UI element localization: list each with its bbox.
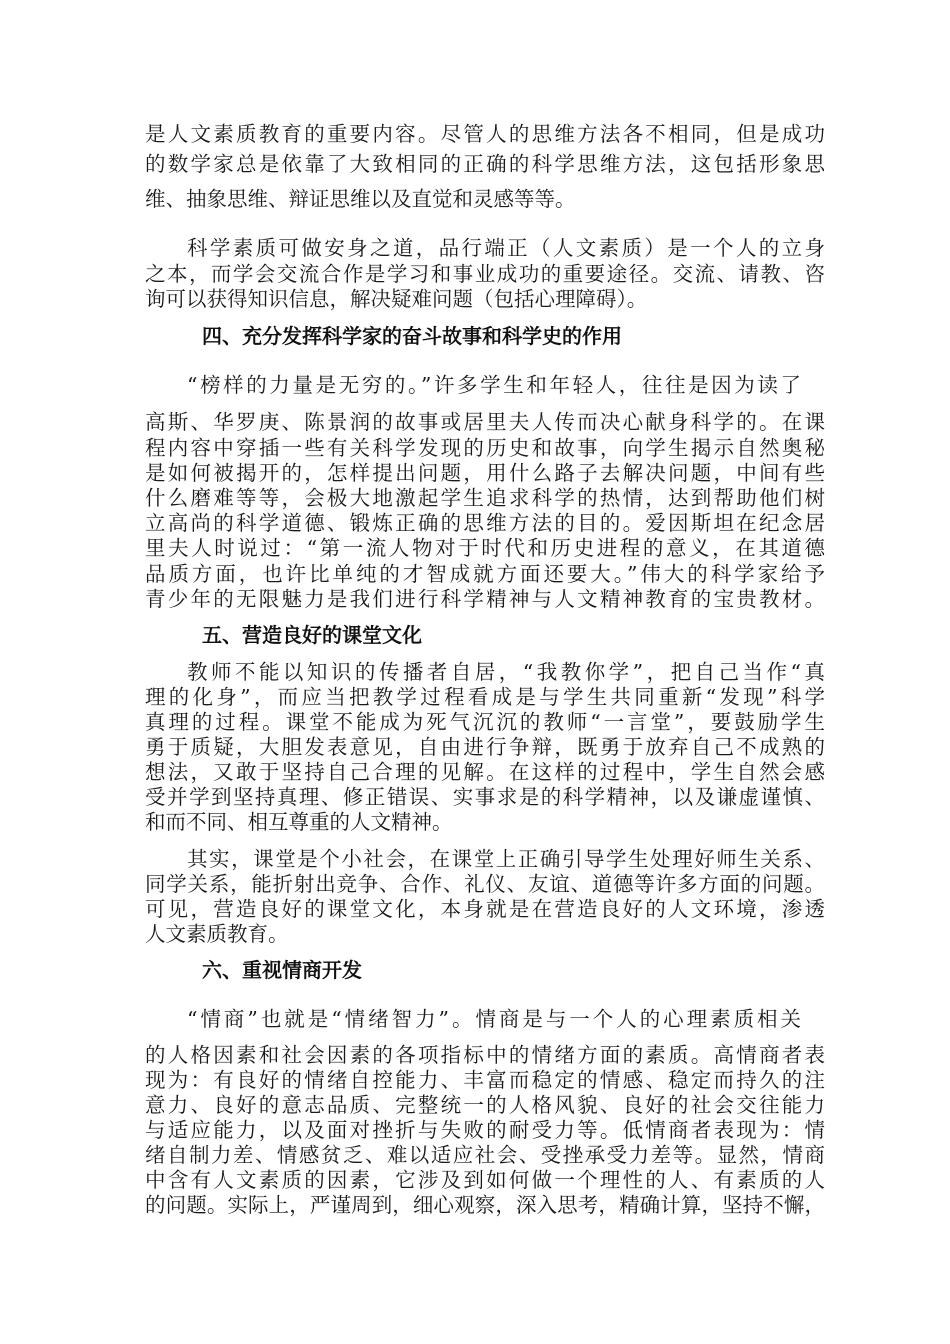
paragraph-line: 高斯、华罗庚、陈景润的故事或居里夫人传而决心献身科学的。在课 xyxy=(145,410,825,434)
paragraph-line: 的人格因素和社会因素的各项指标中的情绪方面的素质。高情商者表 xyxy=(145,1043,825,1067)
paragraph-line: 的问题。实际上，严谨周到，细心观察，深入思考，精确计算，坚持不懈， xyxy=(145,1193,825,1217)
section-heading: 五、营造良好的课堂文化 xyxy=(202,623,422,647)
paragraph-line: 里夫人时说过：“第一流人物对于时代和历史进程的意义，在其道德 xyxy=(145,536,825,560)
paragraph-line: 和而不同、相互尊重的人文精神。 xyxy=(145,810,453,834)
paragraph-line: 意力、良好的意志品质、完整统一的人格风貌、良好的社会交往能力 xyxy=(145,1093,825,1117)
paragraph-line: 勇于质疑，大胆发表意见，自由进行争辩，既勇于放弃自己不成熟的 xyxy=(145,735,825,759)
paragraph-line: 教师不能以知识的传播者自居，“我教你学”，把自己当作“真 xyxy=(187,660,825,684)
paragraph-line: 中含有人文素质的因素，它涉及到如何做一个理性的人、有素质的人 xyxy=(145,1168,825,1192)
paragraph-line: 其实，课堂是个小社会，在课堂上正确引导学生处理好师生关系、 xyxy=(187,847,825,871)
paragraph-line: 什么磨难等等，会极大地激起学生追求科学的热情，达到帮助他们树 xyxy=(145,486,825,510)
paragraph-line: 程内容中穿插一些有关科学发现的历史和故事，向学生揭示自然奥秘 xyxy=(145,436,825,460)
paragraph-line: 青少年的无限魅力是我们进行科学精神与人文精神教育的宝贵教材。 xyxy=(145,587,825,611)
paragraph-line: “情商”也就是“情绪智力”。情商是与一个人的心理素质相关 xyxy=(187,1007,801,1031)
paragraph-line: 现为：有良好的情绪自控能力、丰富而稳定的情感、稳定而持久的注 xyxy=(145,1068,825,1092)
paragraph-line: 想法，又敢于坚持自己合理的见解。在这样的过程中，学生自然会感 xyxy=(145,760,825,784)
paragraph-line: 之本，而学会交流合作是学习和事业成功的重要途径。交流、请教、咨 xyxy=(145,262,825,286)
paragraph-line: 真理的过程。课堂不能成为死气沉沉的教师“一言堂”，要鼓励学生 xyxy=(145,710,825,734)
paragraph-line: 询可以获得知识信息，解决疑难问题（包括心理障碍）。 xyxy=(145,287,648,311)
paragraph-line: 理的化身”，而应当把教学过程看成是与学生共同重新“发现”科学 xyxy=(145,685,825,709)
paragraph-line: 绪自制力差、情感贫乏、难以适应社会、受挫承受力差等。显然，情商 xyxy=(145,1143,825,1167)
paragraph-line: 的数学家总是依靠了大致相同的正确的科学思维方法，这包括形象思 xyxy=(145,152,825,176)
section-heading: 六、重视情商开发 xyxy=(202,958,362,982)
paragraph-line: 同学关系，能折射出竞争、合作、礼仪、友谊、道德等许多方面的问题。 xyxy=(145,872,825,896)
paragraph-line: 立高尚的科学道德、锻炼正确的思维方法的目的。爱因斯坦在纪念居 xyxy=(145,511,825,535)
paragraph-line: 人文素质教育。 xyxy=(145,922,289,946)
section-heading: 四、充分发挥科学家的奋斗故事和科学史的作用 xyxy=(202,324,622,348)
paragraph-line: 品质方面，也许比单纯的才智成就方面还要大。”伟大的科学家给予 xyxy=(145,562,825,586)
paragraph-line: 可见，营造良好的课堂文化，本身就是在营造良好的人文环境，渗透 xyxy=(145,897,825,921)
paragraph-line: 维、抽象思维、辩证思维以及直觉和灵感等等。 xyxy=(145,187,576,211)
paragraph-line: 科学素质可做安身之道，品行端正（人文素质）是一个人的立身 xyxy=(187,236,825,260)
paragraph-line: 是人文素质教育的重要内容。尽管人的思维方法各不相同，但是成功 xyxy=(145,122,825,146)
paragraph-line: “榜样的力量是无穷的。”许多学生和年轻人，往往是因为读了 xyxy=(187,373,801,397)
paragraph-line: 与适应能力，以及面对挫折与失败的耐受力等。低情商者表现为：情 xyxy=(145,1118,825,1142)
paragraph-line: 受并学到坚持真理、修正错误、实事求是的科学精神，以及谦虚谨慎、 xyxy=(145,785,825,809)
paragraph-line: 是如何被揭开的，怎样提出问题，用什么路子去解决问题，中间有些 xyxy=(145,461,825,485)
